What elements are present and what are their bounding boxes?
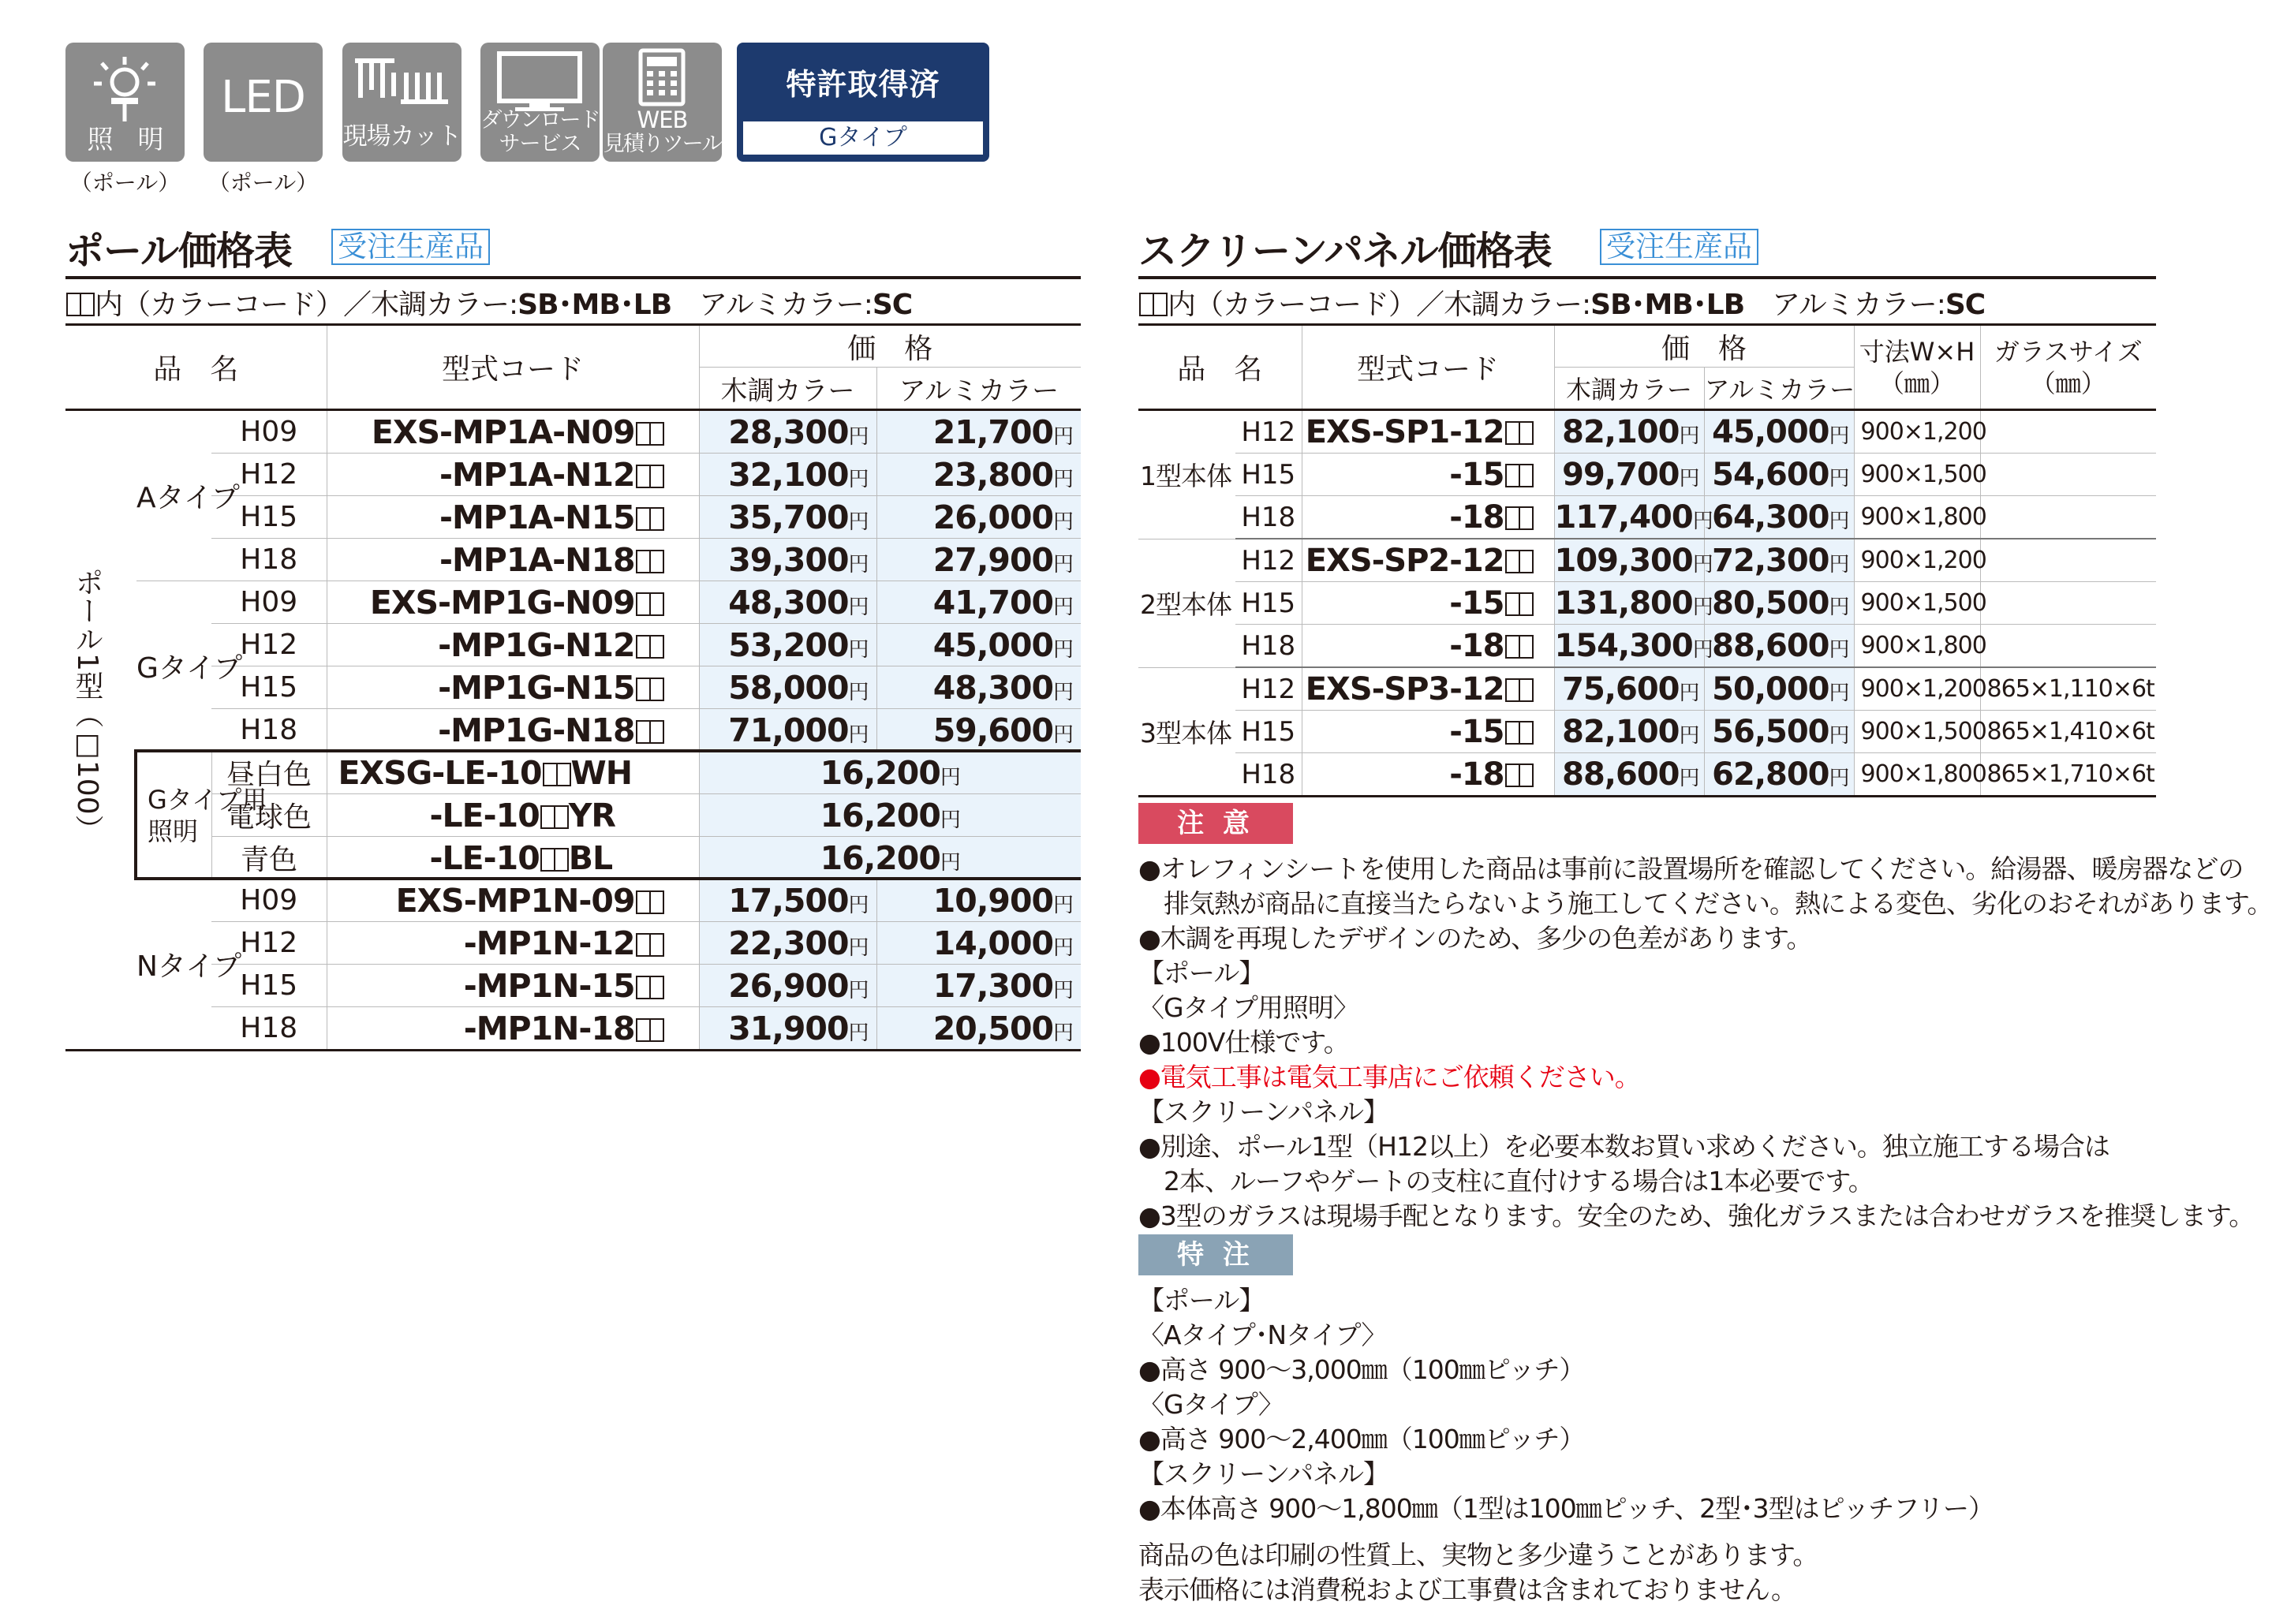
model-code-cell: -MP1G-N15 [327,666,699,709]
price-cell: 17,500円 [699,879,876,922]
lighting-icon [65,43,185,162]
table-row [1138,625,2156,668]
glass-size-cell [1980,410,2156,454]
code-box-icon [649,422,664,446]
model-code-cell: -MP1A-N12 [327,454,699,496]
dimension-cell: 900×1,200 [1854,410,1980,454]
alu-label: アルミカラー: [1772,289,1945,321]
caution-line: 【スクリーンパネル】 [1138,1096,1389,1127]
code-box-icon [649,976,664,999]
pole-made-to-order-tag: 受注生産品 [331,229,490,265]
height-cell: H15 [211,965,327,1007]
lighting-label: 照 明 [87,124,163,155]
model-code-cell: EXS-SP2-12 [1302,539,1554,582]
price-cell: 62,800円 [1704,753,1854,797]
dimension-cell: 900×1,800 [1854,625,1980,668]
col-header-alu: アルミカラー [876,368,1081,410]
special-order-line: ●高さ 900～2,400㎜（100㎜ピッチ） [1138,1424,1585,1454]
model-code-cell: -MP1N-12 [327,922,699,965]
download-icon [480,43,600,162]
code-box-icon [80,293,95,316]
col-header-price: 価 格 [1554,325,1854,368]
led-label: LED [221,72,305,123]
code-box-icon [649,720,664,744]
table-row [65,709,1081,752]
code-box-icon [1519,678,1534,702]
price-cell: 88,600円 [1554,753,1704,797]
price-cell: 48,300円 [699,581,876,624]
code-box-icon [649,933,664,957]
price-cell: 10,900円 [876,879,1081,922]
price-cell: 21,700円 [876,410,1081,454]
model-code-cell: -15 [1302,454,1554,496]
price-cell: 88,600円 [1704,625,1854,668]
glass-size-cell: 865×1,110×6t [1980,667,2156,711]
code-box-icon [1519,635,1534,659]
color-prefix: 内（カラーコード）／木調カラー: [95,289,518,321]
table-row [1138,753,2156,797]
col-header-price: 価 格 [699,325,1081,368]
glass-size-cell [1980,582,2156,625]
height-cell: H09 [211,879,327,922]
model-code-cell: -MP1A-N15 [327,496,699,539]
price-cell: 45,000円 [876,624,1081,666]
height-cell: H15 [1235,711,1302,753]
screen-group-label: 2型本体 [1138,539,1235,667]
col-header-wood: 木調カラー [1554,368,1704,410]
patent-sub: Gタイプ [743,121,983,155]
group-label-a: Aタイプ [136,410,211,581]
height-cell: H18 [1235,496,1302,539]
height-cell: H12 [211,624,327,666]
price-cell: 109,300円 [1554,539,1704,582]
wood-codes: SB･MB･LB [518,289,672,321]
led-sub: （ポール） [207,170,319,196]
code-box-icon [1519,763,1534,787]
caution-label: 注 意 [1138,803,1293,844]
dimension-cell: 900×1,500 [1854,454,1980,496]
group-label-n: Nタイプ [136,879,211,1051]
special-order-line: ●高さ 900～3,000㎜（100㎜ピッチ） [1138,1354,1585,1385]
group-label-g: Gタイプ [136,581,211,752]
screen-group-label: 1型本体 [1138,410,1235,539]
table-row [65,581,1081,624]
pole-title-rule [65,276,1081,279]
price-cell: 16,200円 [699,837,1081,879]
alu-code: SC [1945,289,1986,321]
price-cell: 131,800円 [1554,582,1704,625]
model-code-cell: -18 [1302,496,1554,539]
screen-price-table [1138,323,2156,797]
lighting-group-label: Gタイプ用 照明 [136,752,211,879]
price-cell: 48,300円 [876,666,1081,709]
caution-line: 排気熱が商品に直接当たらないよう施工してください。熱による変色、劣化のおそれがあります。 [1138,888,2272,919]
led-icon [204,43,323,162]
screen-color-note [1138,282,1985,323]
price-cell: 54,600円 [1704,454,1854,496]
table-row [1138,711,2156,753]
caution-line: ●電気工事は電気工事店にご依頼ください。 [1138,1062,1640,1092]
light-color-cell: 青色 [211,837,327,879]
model-code-cell: -MP1N-15 [327,965,699,1007]
code-box-icon [649,507,664,531]
pole-color-note [65,282,912,323]
glass-size-cell [1980,496,2156,539]
table-row [1138,454,2156,496]
price-cell: 23,800円 [876,454,1081,496]
price-cell: 53,200円 [699,624,876,666]
table-row [1138,582,2156,625]
model-code-cell: -MP1A-N18 [327,539,699,581]
glass-size-cell [1980,539,2156,582]
price-cell: 72,300円 [1704,539,1854,582]
price-cell: 82,100円 [1554,410,1704,454]
price-cell: 22,300円 [699,922,876,965]
col-header-name: 品 名 [1138,325,1302,410]
alu-label: アルミカラー: [699,289,873,321]
web-label-2: 見積りツール [603,132,722,156]
glass-size-cell: 865×1,410×6t [1980,711,2156,753]
height-cell: H09 [211,581,327,624]
price-cell: 58,000円 [699,666,876,709]
table-row [1138,667,2156,711]
model-code-cell: -MP1G-N18 [327,709,699,752]
dimension-cell: 900×1,200 [1854,667,1980,711]
code-box-icon [1519,464,1534,487]
price-cell: 45,000円 [1704,410,1854,454]
color-prefix: 内（カラーコード）／木調カラー: [1168,289,1591,321]
caution-line: ●別途、ポール1型（H12以上）を必要本数お買い求めください。独立施工する場合は [1138,1131,2109,1162]
price-cell: 41,700円 [876,581,1081,624]
height-cell: H18 [211,539,327,581]
caution-line: 【ポール】 [1138,958,1265,988]
lighting-sub: （ポール） [69,170,181,196]
model-code-cell: -15 [1302,582,1554,625]
price-cell: 154,300円 [1554,625,1704,668]
height-cell: H15 [211,496,327,539]
height-cell: H15 [1235,582,1302,625]
price-cell: 59,600円 [876,709,1081,752]
code-box-icon [649,635,664,659]
caution-line: 2本、ルーフやゲートの支柱に直付けする場合は1本必要です。 [1138,1166,1874,1197]
col-header-dim: 寸法W×H （㎜） [1854,325,1980,410]
price-cell: 117,400円 [1554,496,1704,539]
model-code-cell: EXS-SP3-12 [1302,667,1554,711]
wood-codes: SB･MB･LB [1590,289,1745,321]
caution-line: ●100V仕様です。 [1138,1027,1349,1058]
special-order-line: 〈Gタイプ〉 [1138,1389,1284,1420]
glass-size-cell [1980,454,2156,496]
price-cell: 71,000円 [699,709,876,752]
alu-code: SC [872,289,913,321]
code-box-icon [1153,293,1168,316]
model-code-cell: EXS-MP1A-N09 [327,410,699,454]
model-code-cell: -18 [1302,625,1554,668]
screen-made-to-order-tag: 受注生産品 [1600,229,1758,265]
table-row [65,1007,1081,1051]
code-box-icon [649,890,664,914]
model-code-cell: EXS-MP1N-09 [327,879,699,922]
price-cell: 31,900円 [699,1007,876,1051]
code-box-icon [649,592,664,616]
dimension-cell: 900×1,800 [1854,753,1980,797]
price-cell: 26,000円 [876,496,1081,539]
table-row [1138,496,2156,539]
model-code-cell: EXS-MP1G-N09 [327,581,699,624]
code-box-icon [1519,421,1534,445]
model-code-cell: EXS-SP1-12 [1302,410,1554,454]
price-cell: 64,300円 [1704,496,1854,539]
patent-badge [737,43,989,162]
site-cut-icon [342,43,462,162]
special-order-label: 特 注 [1138,1234,1293,1275]
download-label-1: ダウンロード [480,108,600,133]
price-cell: 28,300円 [699,410,876,454]
download-label-2: サービス [499,132,581,156]
price-cell: 75,600円 [1554,667,1704,711]
model-code-cell: -MP1G-N12 [327,624,699,666]
caution-line: ●オレフィンシートを使用した商品は事前に設置場所を確認してください。給湯器、暖房器などの [1138,853,2244,884]
footer-line: 表示価格には消費税および工事費は含まれておりません。 [1138,1574,1796,1605]
price-cell: 80,500円 [1704,582,1854,625]
glass-size-cell [1980,625,2156,668]
caution-line: 〈Gタイプ用照明〉 [1138,992,1358,1023]
light-color-cell: 昼白色 [211,752,327,794]
code-box-icon [1519,550,1534,573]
pole-price-table [65,323,1081,1051]
model-code-cell: EXSG-LE-10 WH [327,752,699,794]
model-code-cell: -15 [1302,711,1554,753]
price-cell: 35,700円 [699,496,876,539]
table-row [65,879,1081,922]
screen-title-rule [1138,276,2156,279]
price-cell: 56,500円 [1704,711,1854,753]
col-header-code: 型式コード [1302,325,1554,410]
code-box-icon [649,550,664,573]
special-order-line: 〈Aタイプ･Nタイプ〉 [1138,1320,1387,1350]
height-cell: H12 [211,922,327,965]
glass-size-cell: 865×1,710×6t [1980,753,2156,797]
caution-line: ●3型のガラスは現場手配となります。安全のため、強化ガラスまたは合わせガラスを推奨します。 [1138,1200,2255,1231]
price-cell: 39,300円 [699,539,876,581]
height-cell: H12 [211,454,327,496]
height-cell: H09 [211,410,327,454]
height-cell: H18 [1235,625,1302,668]
col-header-name: 品 名 [65,325,327,410]
price-cell: 26,900円 [699,965,876,1007]
table-row [65,410,1081,454]
price-cell: 27,900円 [876,539,1081,581]
height-cell: H15 [1235,454,1302,496]
pole-title: ポール価格表 [65,229,293,274]
caution-line: ●木調を再現したデザインのため、多少の色差があります。 [1138,923,1812,954]
price-cell: 20,500円 [876,1007,1081,1051]
model-code-cell: -LE-10 YR [327,794,699,837]
model-code-cell: -18 [1302,753,1554,797]
footer-line: 商品の色は印刷の性質上、実物と多少違うことがあります。 [1138,1540,1818,1570]
height-cell: H12 [1235,410,1302,454]
price-cell: 82,100円 [1554,711,1704,753]
height-cell: H18 [211,709,327,752]
table-row [1138,539,2156,582]
site-cut-label: 現場カット [342,122,462,151]
lighting-box [134,749,1081,880]
col-header-wood: 木調カラー [699,368,876,410]
price-cell: 99,700円 [1554,454,1704,496]
code-box-icon [1519,721,1534,745]
col-header-code: 型式コード [327,325,699,410]
code-box-icon [1519,592,1534,616]
table-row [65,539,1081,581]
col-header-glass: ガラスサイズ （㎜） [1980,325,2156,410]
dimension-cell: 900×1,500 [1854,582,1980,625]
model-code-cell: -MP1N-18 [327,1007,699,1051]
price-cell: 17,300円 [876,965,1081,1007]
col-header-alu: アルミカラー [1704,368,1854,410]
model-code-cell: -LE-10 BL [327,837,699,879]
height-cell: H15 [211,666,327,709]
price-cell: 50,000円 [1704,667,1854,711]
dimension-cell: 900×1,200 [1854,539,1980,582]
price-cell: 14,000円 [876,922,1081,965]
price-cell: 32,100円 [699,454,876,496]
code-box-icon [1519,506,1534,530]
dimension-cell: 900×1,800 [1854,496,1980,539]
light-color-cell: 電球色 [211,794,327,837]
screen-title: スクリーンパネル価格表 [1138,229,1552,274]
pole-side-label: ポール1型（□100） [71,568,103,843]
special-order-line: 【ポール】 [1138,1285,1265,1316]
web-label-1: WEB [637,106,688,133]
special-order-line: 【スクリーンパネル】 [1138,1458,1389,1489]
dimension-cell: 900×1,500 [1854,711,1980,753]
table-row [1138,410,2156,454]
code-box-icon [649,1018,664,1042]
height-cell: H18 [211,1007,327,1051]
height-cell: H12 [1235,539,1302,582]
height-cell: H12 [1235,667,1302,711]
patent-title: 特許取得済 [786,67,940,102]
screen-group-label: 3型本体 [1138,667,1235,797]
code-box-icon [649,465,664,488]
code-box-icon [649,678,664,701]
height-cell: H18 [1235,753,1302,797]
price-cell: 16,200円 [699,752,1081,794]
web-estimate-icon [603,43,722,162]
price-cell: 16,200円 [699,794,1081,837]
special-order-line: ●本体高さ 900～1,800㎜（1型は100㎜ピッチ、2型･3型はピッチフリー） [1138,1493,1994,1524]
